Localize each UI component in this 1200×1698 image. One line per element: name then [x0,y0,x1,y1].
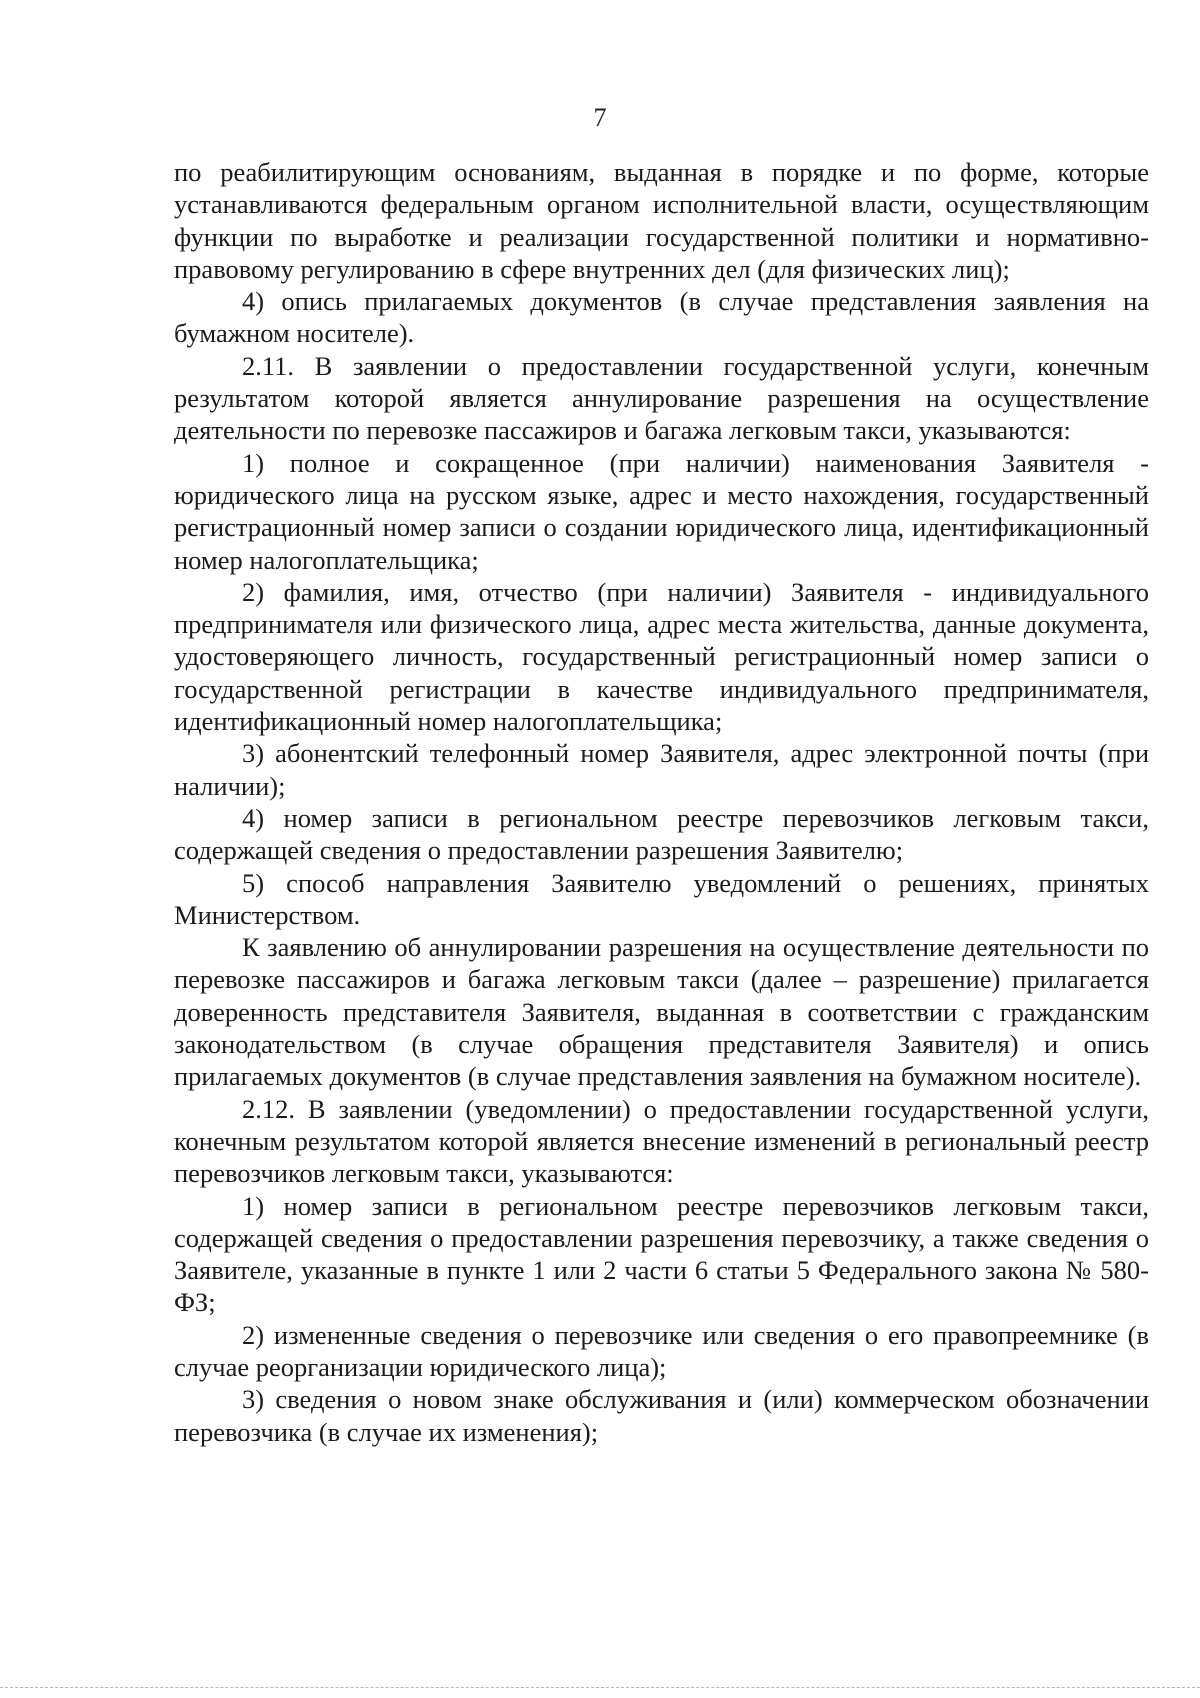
paragraph-item-4-registry-record: 4) номер записи в региональном реестре перевозчиков легковым такси, содержащей сведения о предоставлении разрешения Заявителю; [174,802,1149,866]
paragraph-item-1-legal-entity: 1) полное и сокращенное (при наличии) наименования Заявителя - юридического лица на русском языке, адрес и место нахождения, государственный регистрационный номер записи о создании юридического лица, идентификационный номер налогоплательщика; [174,447,1149,575]
paragraph-item-1-registry-change: 1) номер записи в региональном реестре перевозчиков легковым такси, содержащей сведения о предоставлении разрешения перевозчику, а также сведения о Заявителе, указанные в пункте 1 или 2 части 6 статьи 5 Федерального закона № 580-ФЗ; [174,1190,1149,1318]
paragraph-item-2-individual: 2) фамилия, имя, отчество (при наличии) Заявителя - индивидуального предпринимателя или физического лица, адрес места жительства, данные документа, удостоверяющего личность, государственный регистрационный номер записи о государственной регистрации в качестве индивидуального предпринимателя, идентификационный номер налогоплательщика; [174,576,1149,737]
paragraph-item-5-notification: 5) способ направления Заявителю уведомлений о решениях, принятых Министерством. [174,867,1149,930]
paragraph-item-2-changed-info: 2) измененные сведения о перевозчике или сведения о его правопреемнике (в случае реорганизации юридического лица); [174,1319,1149,1382]
paragraph-section-2-11: 2.11. В заявлении о предоставлении государственной услуги, конечным результатом которой является аннулирование разрешения на осуществление деятельности по перевозке пассажиров и багажа легковым такси, указываются: [174,350,1149,446]
paragraph-item-3-service-mark: 3) сведения о новом знаке обслуживания и (или) коммерческом обозначении перевозчика (в случае их изменения); [174,1384,1149,1447]
paragraph-item-4-inventory: 4) опись прилагаемых документов (в случае представления заявления на бумажном носителе). [174,286,1149,349]
scan-edge-line [0,1687,1200,1688]
document-body [174,156,1149,1448]
page-number: 7 [593,103,607,132]
paragraph-annulment-attachment: К заявлению об аннулировании разрешения на осуществление деятельности по перевозке пассажиров и багажа легковым такси (далее – разрешение) прилагается доверенность представителя Заявителя, выданная в соответствии с гражданским законодательством (в случае обращения представителя Заявителя) и опись прилагаемых документов (в случае представления заявления на бумажном носителе). [174,932,1149,1092]
paragraph-section-2-12: 2.12. В заявлении (уведомлении) о предоставлении государственной услуги, конечным результатом которой является внесение изменений в региональный реестр перевозчиков легковым такси, указываются: [174,1093,1149,1189]
paragraph-item-3-phone: 3) абонентский телефонный номер Заявителя, адрес электронной почты (при наличии); [174,738,1149,801]
paragraph-continuation: по реабилитирующим основаниям, выданная в порядке и по форме, которые устанавливаются федеральным органом исполнительной власти, осуществляющим функции по выработке и реализации государственной политики и нормативно-правовому регулированию в сфере внутренних дел (для физических лиц); [174,157,1149,284]
